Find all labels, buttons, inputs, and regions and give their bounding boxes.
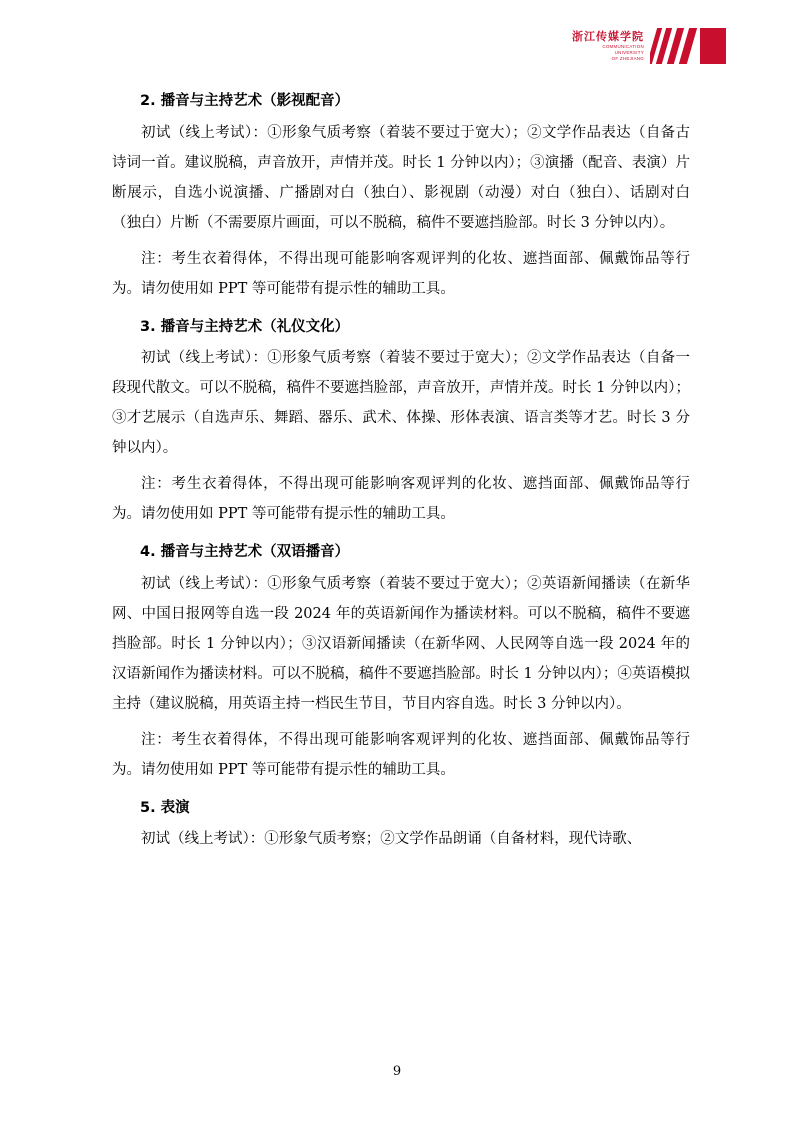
logo-text (572, 31, 644, 62)
logo-english-line-3: OF ZHEJIANG (611, 56, 644, 62)
section-3-paragraph-1: 初试（线上考试）：①形象气质考察（着装不要过于宽大）；②文学作品表达（自备一段现代散文。可以不脱稿，稿件不要遮挡脸部，声音放开，声情并茂。时长 1 分钟以内）；③才艺展示（自选声乐、舞蹈、器乐、武术、体操、形体表演、语言类等才艺。时长 3 分钟以内）。 (112, 350, 690, 457)
section-heading-3: 3. 播音与主持艺术（礼仪文化） (140, 318, 350, 335)
section-2-note: 注：考生衣着得体，不得出现可能影响客观评判的化妆、遮挡面部、佩戴饰品等行为。请勿使用如 PPT 等可能带有提示性的辅助工具。 (112, 250, 690, 297)
document-body (112, 78, 690, 856)
section-2-paragraph-1: 初试（线上考试）：①形象气质考察（着装不要过于宽大）；②文学作品表达（自备古诗词一首。建议脱稿，声音放开，声情并茂。时长 1 分钟以内）；③演播（配音、表演）片断展示，自选小说演播、广播剧对白（独白）、影视剧（动漫）对白（独白）、话剧对白（独白）片断（不需要原片画面，可以不脱稿，稿件不要遮挡脸部。时长 3 分钟以内）。 (112, 124, 690, 231)
logo-english-line-1: COMMUNICATION (602, 44, 644, 50)
page-number: 9 (392, 1064, 402, 1079)
section-4-note: 注：考生衣着得体，不得出现可能影响客观评判的化妆、遮挡面部、佩戴饰品等行为。请勿使用如 PPT 等可能带有提示性的辅助工具。 (112, 731, 690, 778)
section-heading-2: 2. 播音与主持艺术（影视配音） (140, 93, 350, 109)
section-3-note: 注：考生衣着得体，不得出现可能影响客观评判的化妆、遮挡面部、佩戴饰品等行为。请勿使用如 PPT 等可能带有提示性的辅助工具。 (112, 476, 690, 523)
section-4-paragraph-1: 初试（线上考试）：①形象气质考察（着装不要过于宽大）；②英语新闻播读（在新华网、中国日报网等自选一段 2024 年的英语新闻作为播读材料。可以不脱稿，稿件不要遮挡脸部。时长 1 分钟以内）；③汉语新闻播读（在新华网、人民网等自选一段 2024 年的汉语新闻作为播读材料。可以不脱稿，稿件不要遮挡脸部。时长 1 分钟以内）；④英语模拟主持（建议脱稿，用英语主持一档民生节目，节目内容自选。时长 3 分钟以内）。 (112, 575, 690, 712)
university-logo (572, 28, 726, 64)
section-heading-4: 4. 播音与主持艺术（双语播音） (140, 544, 350, 561)
section-5-paragraph-1: 初试（线上考试）：①形象气质考察；②文学作品朗诵（自备材料，现代诗歌、 (141, 831, 642, 848)
logo-chinese-name: 浙江传媒学院 (572, 29, 644, 43)
section-heading-5: 5. 表演 (140, 799, 190, 816)
logo-mark-icon (650, 28, 726, 64)
logo-english-line-2: UNIVERSITY (614, 50, 644, 56)
